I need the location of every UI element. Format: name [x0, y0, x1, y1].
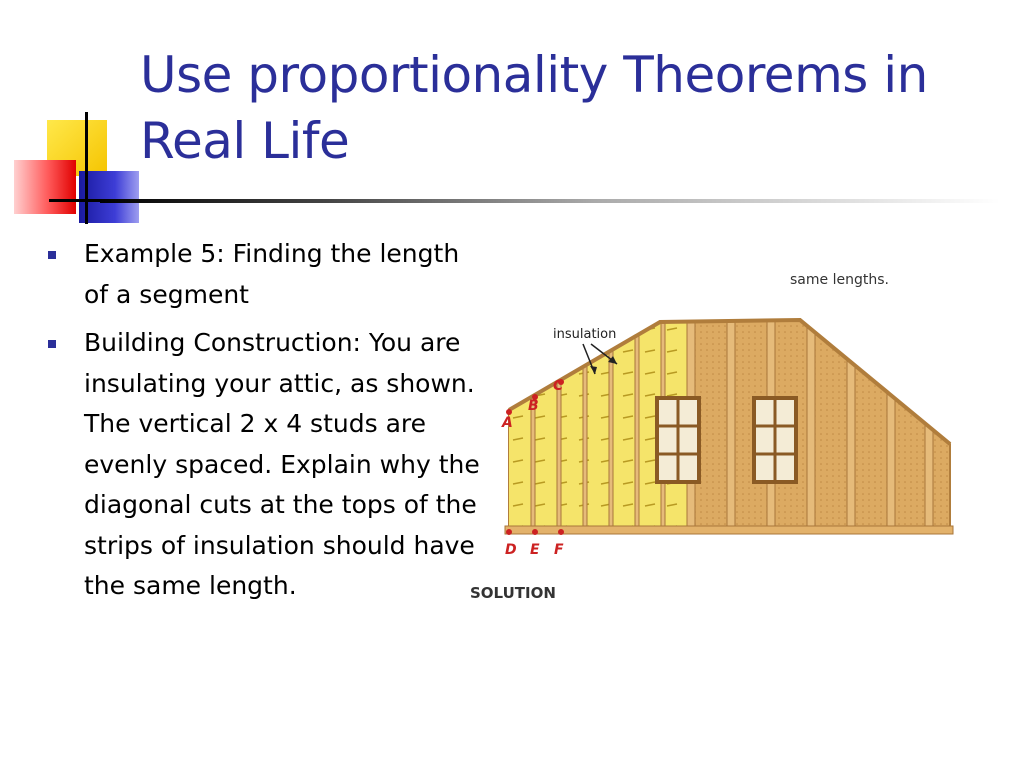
- point-label-c: C: [553, 378, 564, 394]
- point-label-b: B: [528, 398, 539, 414]
- bullet-item: [44, 234, 484, 315]
- attic-window-right: [754, 398, 796, 482]
- insulation-label: insulation: [553, 327, 617, 342]
- point-label-e: E: [530, 542, 540, 558]
- bullet-list: [44, 234, 484, 615]
- point-label-f: F: [554, 542, 564, 558]
- solution-label: SOLUTION: [470, 584, 556, 602]
- top-caption: same lengths.: [790, 272, 889, 288]
- square-bullet-icon: [48, 251, 56, 259]
- square-bullet-icon: [48, 340, 56, 348]
- point-label-a: A: [502, 415, 513, 431]
- slide-title: Use proportionality Theorems in Real Life: [140, 46, 928, 170]
- attic-figure: [465, 252, 965, 622]
- logo-red-square: [14, 160, 76, 214]
- bullet-text: Example 5: Finding the length of a segment: [84, 239, 460, 309]
- logo-blue-square: [79, 171, 139, 223]
- bullet-item: [44, 323, 484, 607]
- logo-vertical-line: [85, 112, 88, 224]
- title-divider: [100, 199, 1000, 203]
- bullet-text: Building Construction: You are insulating your attic, as shown. The vertical 2 x 4 studs are evenly spaced. Explain why the diagonal cuts at the tops of the strips of insulation should have the same length.: [84, 328, 480, 600]
- attic-window-left: [657, 398, 699, 482]
- attic-illustration: [465, 252, 965, 622]
- point-label-d: D: [505, 542, 517, 558]
